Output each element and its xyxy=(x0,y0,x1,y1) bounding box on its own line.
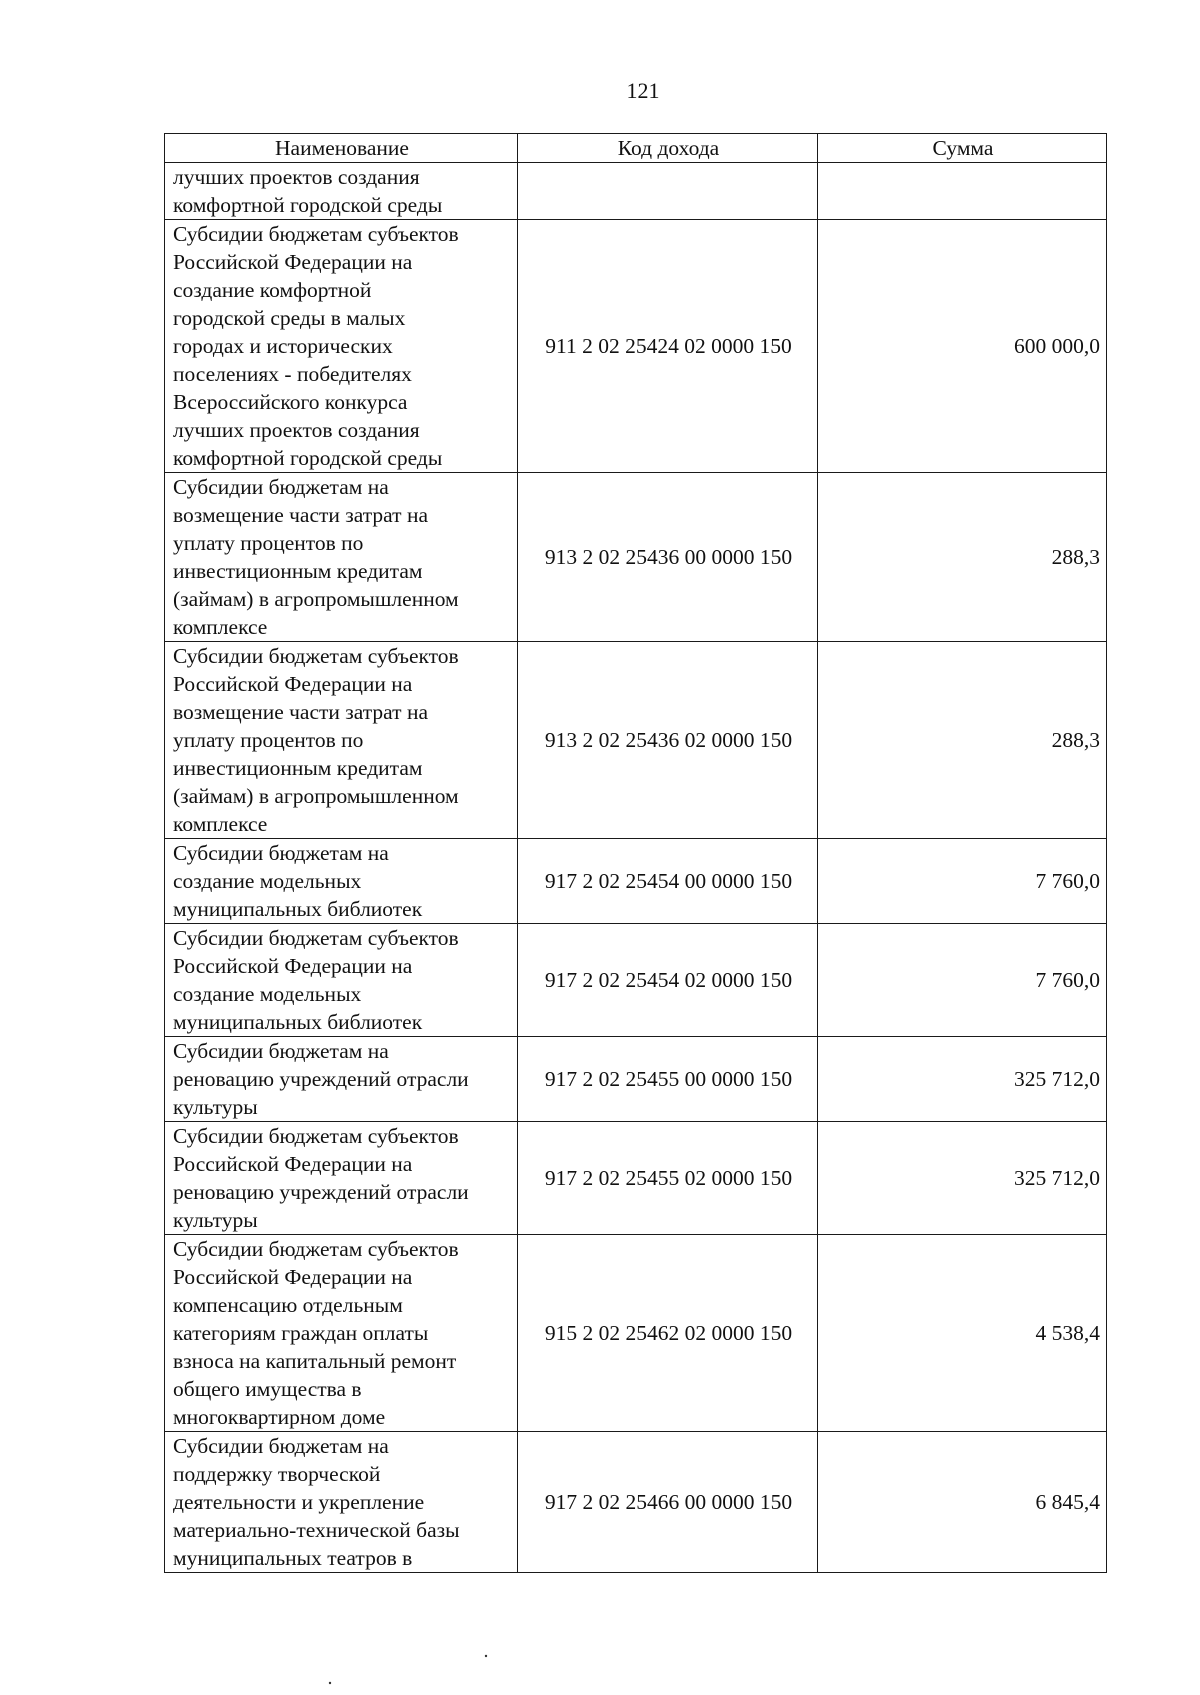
row-name-line: уплату процентов по xyxy=(173,531,364,555)
row-name-line: Субсидии бюджетам на xyxy=(173,475,389,499)
row-name-line: (займам) в агропромышленном xyxy=(173,587,459,611)
row-name-line: городской среды в малых xyxy=(173,306,406,330)
row-name-line: комфортной городской среды xyxy=(173,193,443,217)
column-header-name: Наименование xyxy=(165,134,518,163)
row-income-code: 917 2 02 25466 00 0000 150 xyxy=(518,1432,818,1573)
row-name-line: Российской Федерации на xyxy=(173,250,413,274)
row-name-line: создание модельных xyxy=(173,869,362,893)
row-income-code: 913 2 02 25436 00 0000 150 xyxy=(518,473,818,642)
row-name-line: городах и исторических xyxy=(173,334,393,358)
row-name-line: деятельности и укрепление xyxy=(173,1490,425,1514)
row-amount: 325 712,0 xyxy=(818,1122,1107,1235)
row-name-line: лучших проектов создания xyxy=(173,165,420,189)
row-name-line: Субсидии бюджетам субъектов xyxy=(173,1237,459,1261)
row-name-line: поселениях - победителях xyxy=(173,362,412,386)
row-income-code: 917 2 02 25455 02 0000 150 xyxy=(518,1122,818,1235)
row-name-line: многоквартирном доме xyxy=(173,1405,386,1429)
row-amount: 288,3 xyxy=(818,642,1107,839)
row-name-line: уплату процентов по xyxy=(173,728,364,752)
row-name-line: материально-технической базы xyxy=(173,1518,460,1542)
row-name-line: (займам) в агропромышленном xyxy=(173,784,459,808)
row-name-line: Российской Федерации на xyxy=(173,1152,413,1176)
row-name-line: муниципальных театров в xyxy=(173,1546,413,1570)
row-name-line: поддержку творческой xyxy=(173,1462,381,1486)
row-name-line: возмещение части затрат на xyxy=(173,503,428,527)
row-income-code: 913 2 02 25436 02 0000 150 xyxy=(518,642,818,839)
row-name-line: Российской Федерации на xyxy=(173,672,413,696)
row-amount: 7 760,0 xyxy=(818,839,1107,924)
row-name-line: Всероссийского конкурса xyxy=(173,390,408,414)
row-name-line: Субсидии бюджетам субъектов xyxy=(173,926,459,950)
row-name-line: Субсидии бюджетам на xyxy=(173,841,389,865)
row-amount: 6 845,4 xyxy=(818,1432,1107,1573)
row-income-code: 915 2 02 25462 02 0000 150 xyxy=(518,1235,818,1432)
row-income-code: 917 2 02 25454 00 0000 150 xyxy=(518,839,818,924)
row-name-line: комплексе xyxy=(173,615,268,639)
column-header-code: Код дохода xyxy=(518,134,818,163)
row-name-line: комфортной городской среды xyxy=(173,446,443,470)
row-name-line: компенсацию отдельным xyxy=(173,1293,403,1317)
row-name-line: реновацию учреждений отрасли xyxy=(173,1180,469,1204)
row-name-line: взноса на капитальный ремонт xyxy=(173,1349,457,1373)
row-name-line: культуры xyxy=(173,1095,258,1119)
row-name-line: категориям граждан оплаты xyxy=(173,1321,429,1345)
row-income-code: 911 2 02 25424 02 0000 150 xyxy=(518,220,818,473)
row-name-line: комплексе xyxy=(173,812,268,836)
page-number: 121 xyxy=(626,78,660,103)
row-amount: 4 538,4 xyxy=(818,1235,1107,1432)
row-income-code: 917 2 02 25455 00 0000 150 xyxy=(518,1037,818,1122)
row-name-line: общего имущества в xyxy=(173,1377,362,1401)
column-header-sum: Сумма xyxy=(818,134,1107,163)
row-name-line: Субсидии бюджетам субъектов xyxy=(173,644,459,668)
row-name-line: возмещение части затрат на xyxy=(173,700,428,724)
row-name-line: Субсидии бюджетам на xyxy=(173,1039,389,1063)
row-name-line: Субсидии бюджетам на xyxy=(173,1434,389,1458)
row-name-line: лучших проектов создания xyxy=(173,418,420,442)
row-amount: 288,3 xyxy=(818,473,1107,642)
row-income-code: 917 2 02 25454 02 0000 150 xyxy=(518,924,818,1037)
row-name-line: инвестиционным кредитам xyxy=(173,756,423,780)
row-amount: 325 712,0 xyxy=(818,1037,1107,1122)
row-name-line: муниципальных библиотек xyxy=(173,897,423,921)
row-amount: 600 000,0 xyxy=(818,220,1107,473)
row-amount: 7 760,0 xyxy=(818,924,1107,1037)
row-name-line: инвестиционным кредитам xyxy=(173,559,423,583)
row-name-line: Субсидии бюджетам субъектов xyxy=(173,222,459,246)
row-name-line: Субсидии бюджетам субъектов xyxy=(173,1124,459,1148)
row-name-line: создание комфортной xyxy=(173,278,372,302)
row-name-line: реновацию учреждений отрасли xyxy=(173,1067,469,1091)
row-name-line: Российской Федерации на xyxy=(173,1265,413,1289)
row-name-line: Российской Федерации на xyxy=(173,954,413,978)
row-name-line: создание модельных xyxy=(173,982,362,1006)
row-name-line: муниципальных библиотек xyxy=(173,1010,423,1034)
row-name-line: культуры xyxy=(173,1208,258,1232)
